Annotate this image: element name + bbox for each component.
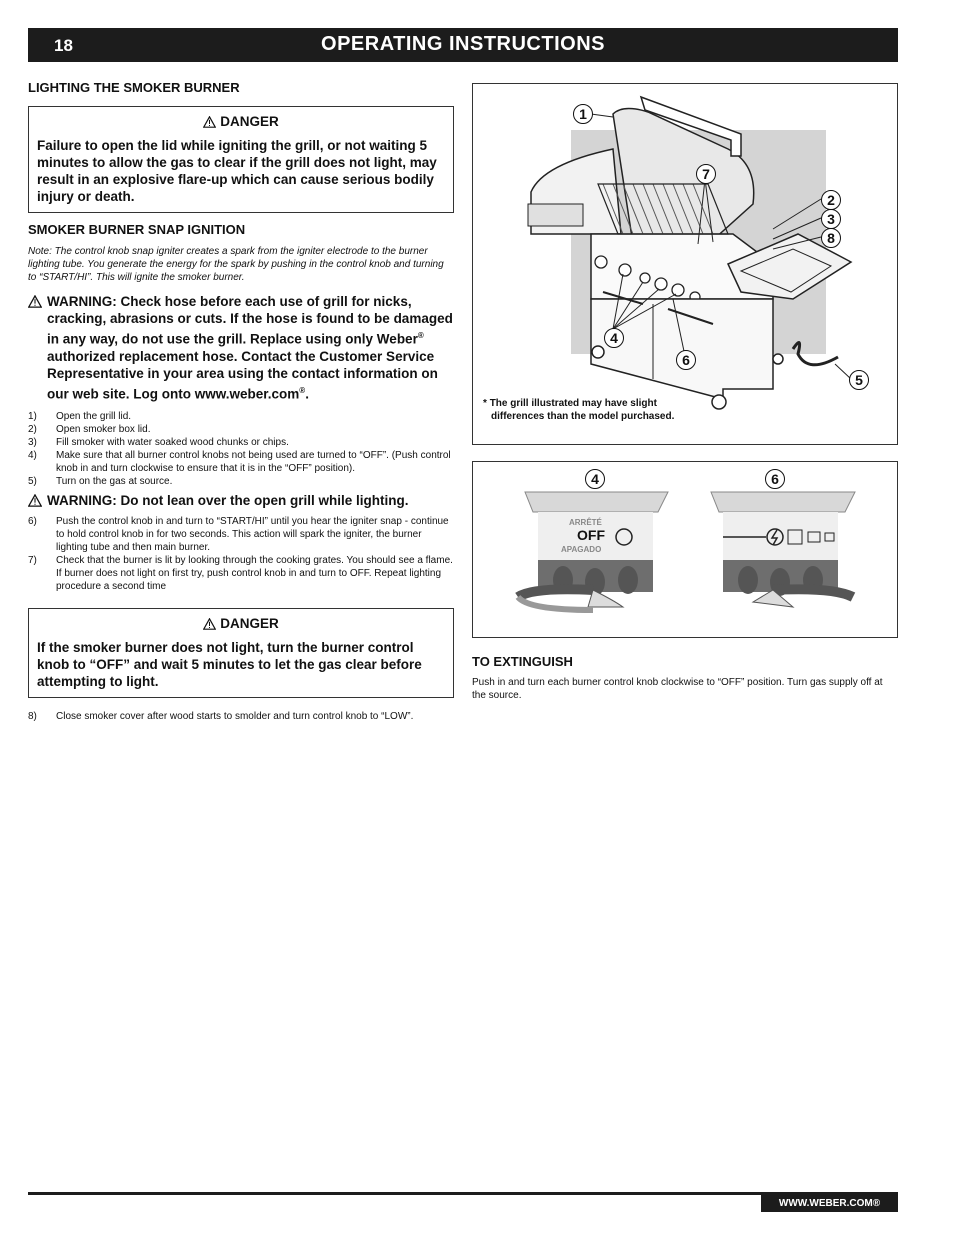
extinguish-body: Push in and turn each burner control knob clockwise to “OFF” position. Turn gas supply off at the source.	[472, 677, 883, 701]
knob-callout-4: 4	[585, 469, 605, 489]
left-column	[28, 78, 454, 723]
warning-triangle-icon	[203, 618, 216, 630]
danger-body: Failure to open the lid while igniting the grill, or not waiting 5 minutes to allow the gas to clear if the grill does not light, may result in an explosive flare-up which can cause serious bodily injury or death.	[37, 138, 437, 204]
danger-box-2	[28, 608, 454, 698]
list-item: 3) Fill smoker with water soaked wood chunks or chips.	[28, 437, 289, 448]
lean-warning: WARNING: Do not lean over the open grill while lighting.	[28, 492, 454, 509]
extinguish-title: TO EXTINGUISH	[472, 654, 573, 669]
footer-url[interactable]: WWW.WEBER.COM®	[761, 1195, 898, 1212]
section-title: LIGHTING THE SMOKER BURNER	[28, 80, 240, 95]
warning-triangle-icon	[28, 494, 42, 507]
list-item: 7) Check that the burner is lit by looking through the cooking grates. You should see a flame. If burner does not light on first try, push control knob in and turn to OFF. Repeat lighting procedure a second time	[28, 555, 453, 592]
list-item: 8) Close smoker cover after wood starts to smolder and turn control knob to “LOW”.	[28, 711, 414, 722]
grill-figure	[472, 83, 898, 445]
callout-8: 8	[821, 228, 841, 248]
warning-triangle-icon	[28, 295, 42, 308]
danger-box-1	[28, 106, 454, 213]
steps-list-2	[28, 515, 454, 593]
warning-triangle-icon	[203, 116, 216, 128]
list-item: 5) Turn on the gas at source.	[28, 476, 173, 487]
callout-3: 3	[821, 209, 841, 229]
list-item: 6) Push the control knob in and turn to “START/HI” until you hear the igniter snap - continue to hold control knob in for two seconds. This action will spark the igniter, the burner lighting tube and then main burner.	[28, 516, 449, 553]
knob-callout-6: 6	[765, 469, 785, 489]
callout-4: 4	[604, 328, 624, 348]
callout-7: 7	[696, 164, 716, 184]
right-column	[472, 83, 898, 702]
callout-5: 5	[849, 370, 869, 390]
subsection-title: SMOKER BURNER SNAP IGNITION	[28, 222, 246, 237]
knob-figure	[472, 461, 898, 638]
page-title: OPERATING INSTRUCTIONS	[321, 33, 605, 55]
callout-2: 2	[821, 190, 841, 210]
callout-6: 6	[676, 350, 696, 370]
danger-title: DANGER	[37, 616, 445, 631]
grill-illustration	[473, 84, 899, 444]
danger-body: If the smoker burner does not light, turn the burner control knob to “OFF” and wait 5 minutes to let the gas clear before attempting to light.	[37, 640, 422, 689]
knob-illustration	[473, 462, 899, 637]
knob-label-off: OFF	[577, 527, 605, 543]
list-item: 2) Open smoker box lid.	[28, 424, 151, 435]
hose-warning: WARNING: Check hose before each use of grill for nicks, cracking, abrasions or cuts. If the hose is found to be damaged in any way, do not use the grill. Replace using only Weber® authorized replacement hose. Contact the Customer Service Representative in your area using the contact information on our web site. Log onto www.weber.com®.	[28, 293, 454, 402]
page-number: 18	[54, 36, 73, 55]
knob-label-arrete: ARRÊTÉ	[569, 518, 602, 527]
callout-1: 1	[573, 104, 593, 124]
figure-note: * The grill illustrated may have slight differences than the model purchased.	[483, 398, 675, 422]
steps-list-1	[28, 410, 454, 488]
page-header	[28, 28, 898, 62]
steps-list-3	[28, 710, 454, 723]
igniter-note: Note: The control knob snap igniter creates a spark from the igniter electrode to the burner lighting tube. You generate the energy for the spark by pushing in the control knob and turning to “START/HI”. This will ignite the smoker burner.	[28, 246, 444, 283]
danger-title: DANGER	[37, 114, 445, 129]
knob-label-apagado: APAGADO	[561, 545, 602, 554]
list-item: 1) Open the grill lid.	[28, 411, 132, 422]
list-item: 4) Make sure that all burner control knobs not being used are turned to “OFF”. (Push control knob in and turn clockwise to ensure that it is in the “OFF” position).	[28, 450, 451, 474]
